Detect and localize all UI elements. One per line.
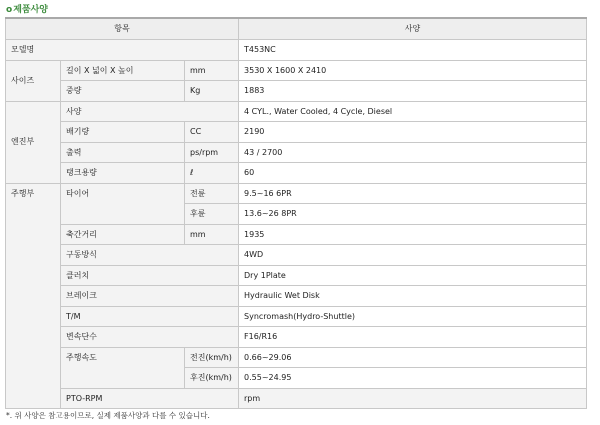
row-sublabel: 구동방식 [61, 245, 239, 266]
table-row [6, 81, 587, 102]
row-value: 60 [239, 163, 587, 184]
row-unit: 후륜 [185, 204, 239, 225]
row-sublabel: 배기량 [61, 122, 185, 143]
row-value: 0.55~24.95 [239, 368, 587, 389]
row-sublabel: 중량 [61, 81, 185, 102]
row-unit: mm [185, 224, 239, 245]
table-row [6, 327, 587, 348]
row-value: 9.5~16 6PR [239, 183, 587, 204]
row-label: 모델명 [6, 40, 239, 61]
table-row [6, 40, 587, 61]
row-sublabel: 변속단수 [61, 327, 239, 348]
row-unit: mm [185, 60, 239, 81]
row-unit: 전륜 [185, 183, 239, 204]
group-label: 주행부 [6, 183, 61, 409]
row-sublabel: 길이 X 넓이 X 높이 [61, 60, 185, 81]
table-row [6, 122, 587, 143]
row-value: Dry 1Plate [239, 265, 587, 286]
row-sublabel: 브레이크 [61, 286, 239, 307]
table-header-row [6, 18, 587, 40]
row-value: F16/R16 [239, 327, 587, 348]
row-sublabel: 축간거리 [61, 224, 185, 245]
group-label: 사이즈 [6, 60, 61, 101]
row-sublabel: 사양 [61, 101, 239, 122]
row-value: T453NC [239, 40, 587, 61]
table-row [6, 142, 587, 163]
row-value: 4WD [239, 245, 587, 266]
table-row [6, 245, 587, 266]
table-row [6, 183, 587, 204]
spec-table [5, 17, 587, 409]
row-value: Syncromash(Hydro-Shuttle) [239, 306, 587, 327]
section-bullet: o [6, 5, 13, 15]
row-unit: 전진(km/h) [185, 347, 239, 368]
row-value: 3530 X 1600 X 2410 [239, 60, 587, 81]
table-row [6, 60, 587, 81]
table-row [6, 347, 587, 368]
row-sublabel: T/M [61, 306, 239, 327]
section-title [6, 4, 48, 16]
group-label: 엔진부 [6, 101, 61, 183]
section-title-text: 제품사양 [13, 5, 48, 15]
row-sublabel: 탱크용량 [61, 163, 185, 184]
footnote: *. 위 사양은 참고용이므로, 실제 제품사양과 다를 수 있습니다. [6, 411, 210, 420]
table-row [6, 163, 587, 184]
row-value: 43 / 2700 [239, 142, 587, 163]
row-unit: rpm [239, 388, 587, 409]
table-row [6, 265, 587, 286]
table-row [6, 388, 587, 409]
row-label: PTO-RPM [61, 388, 239, 409]
row-unit: 후진(km/h) [185, 368, 239, 389]
table-row [6, 224, 587, 245]
row-sublabel: 주행속도 [61, 347, 185, 388]
row-value: 0.66~29.06 [239, 347, 587, 368]
row-unit: Kg [185, 81, 239, 102]
row-unit: ℓ [185, 163, 239, 184]
header-spec: 사양 [239, 18, 587, 40]
row-value: 1935 [239, 224, 587, 245]
row-sublabel: 타이어 [61, 183, 185, 224]
row-value: 4 CYL., Water Cooled, 4 Cycle, Diesel [239, 101, 587, 122]
row-value: Hydraulic Wet Disk [239, 286, 587, 307]
row-value: 1883 [239, 81, 587, 102]
row-sublabel: 출력 [61, 142, 185, 163]
row-sublabel: 클러치 [61, 265, 239, 286]
row-unit: CC [185, 122, 239, 143]
row-unit: ps/rpm [185, 142, 239, 163]
header-item: 항목 [6, 18, 239, 40]
table-row [6, 286, 587, 307]
row-value: 13.6~26 8PR [239, 204, 587, 225]
row-value: 2190 [239, 122, 587, 143]
table-row [6, 101, 587, 122]
table-row [6, 306, 587, 327]
